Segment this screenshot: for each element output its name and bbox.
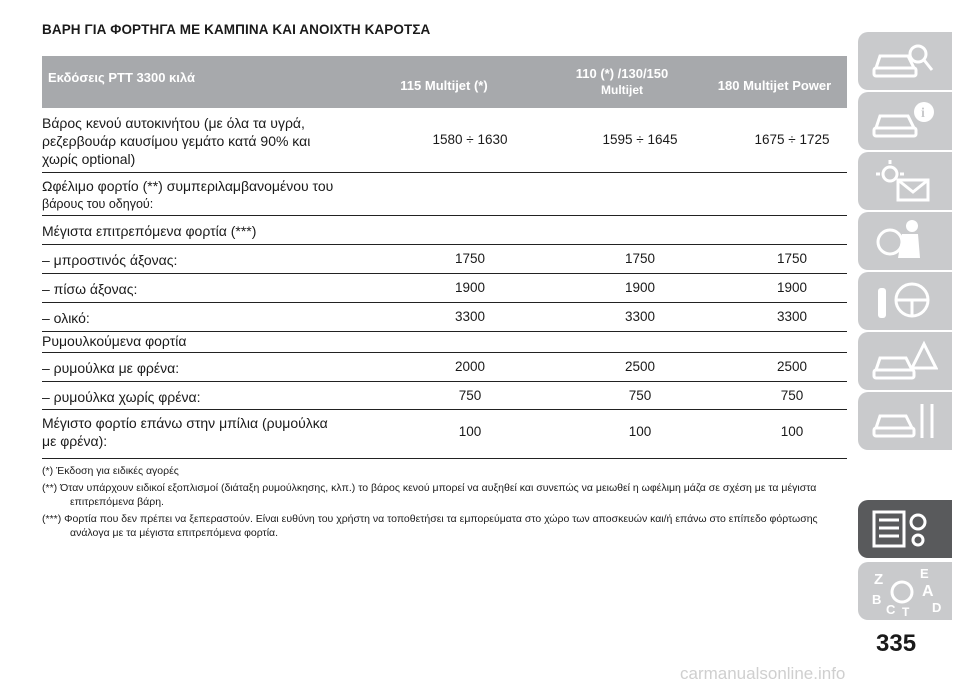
row-label: – πίσω άξονας: [42, 281, 138, 297]
index-letter: Z [874, 571, 884, 588]
cell-value: 1580 ÷ 1630 [432, 132, 508, 147]
cell-value: 1900 [454, 280, 486, 295]
page-number: 335 [876, 630, 917, 657]
row-label: Βάρος κενού αυτοκινήτου (με όλα τα υγρά, ρεζερβουάρ καυσίμου γεμάτο κατά 90% και χωρίς optional) [42, 115, 311, 167]
row-label: – ρυμούλκα χωρίς φρένα: [42, 389, 201, 405]
table-row [42, 382, 847, 410]
cell-value: 1750 [776, 251, 808, 266]
tab-warning-lights[interactable] [858, 152, 952, 210]
tab-car-info[interactable] [858, 92, 952, 150]
table-row [42, 108, 847, 173]
car-tools-icon [868, 398, 938, 444]
header-col-180: 180 Multijet Power [717, 78, 832, 93]
index-letters-icon [868, 568, 948, 618]
header-col-110: 110 (*) /130/150 Multijet [575, 66, 669, 97]
table-row [42, 173, 847, 216]
footnote: (***) Φορτία που δεν πρέπει να ξεπεραστούν. Είναι ευθύνη του χρήστη να τοποθετήσει τα εμπορεύματα στο χώρο των αποσκευών και/ή επάνω στο επίπεδο φόρτωσης ανάλογα με τα μέγιστα επιτρεπόμενα φορτία. [42, 513, 818, 539]
car-search-icon [868, 38, 938, 84]
index-letter: A [922, 583, 934, 600]
tab-emergency[interactable] [858, 332, 952, 390]
cell-value: 100 [458, 424, 482, 439]
row-label: Ρυμουλκούμενα φορτία [42, 333, 187, 349]
table-row [42, 274, 847, 303]
warning-light-mail-icon [868, 158, 938, 204]
table-row [42, 216, 847, 245]
index-letter: T [902, 605, 910, 618]
tab-maintenance[interactable] [858, 392, 952, 450]
cell-value: 100 [780, 424, 804, 439]
index-letter: B [872, 592, 882, 607]
footnotes [42, 464, 847, 540]
cell-value: 3300 [624, 309, 656, 324]
cell-value: 750 [780, 388, 804, 403]
footnote: (**) Όταν υπάρχουν ειδικοί εξοπλισμοί (διάταξη ρυμούλκησης, κλπ.) το βάρος κενού μπορεί να αυξηθεί και συνεπώς να μειωθεί η ωφέλιμη μάζα σε σχέση με τα μέγιστα επιτρεπόμενα βάρη. [42, 482, 817, 508]
car-info-icon [868, 98, 938, 144]
cell-value: 1900 [776, 280, 808, 295]
steering-key-icon [868, 278, 938, 324]
footnote: (*) Έκδοση για ειδικές αγορές [42, 465, 179, 477]
index-letter: E [920, 568, 929, 581]
table-row [42, 353, 847, 382]
row-label: – ρυμούλκα με φρένα: [42, 360, 180, 376]
header-col-115: 115 Multijet (*) [400, 78, 488, 93]
airbag-seat-icon [868, 218, 938, 264]
tab-index[interactable] [858, 562, 952, 620]
row-label: – ολικό: [42, 310, 90, 326]
header-versions: Εκδόσεις PTT 3300 κιλά [48, 70, 195, 85]
table-row [42, 245, 847, 274]
cell-value: 1595 ÷ 1645 [602, 132, 678, 147]
row-label: Ωφέλιμο φορτίο (**) συμπεριλαμβανομένου του βάρους του οδηγού: [42, 178, 334, 211]
cell-value: 2000 [454, 359, 486, 374]
table-row [42, 410, 847, 459]
tab-car-search[interactable] [858, 32, 952, 90]
cell-value: 1675 ÷ 1725 [754, 132, 830, 147]
cell-value: 1900 [624, 280, 656, 295]
row-label: Μέγιστο φορτίο επάνω στην μπίλια (ρυμούλκα με φρένα): [42, 415, 328, 449]
cell-value: 2500 [776, 359, 808, 374]
index-letter: C [886, 602, 896, 617]
row-label: Μέγιστα επιτρεπόμενα φορτία (***) [42, 223, 257, 239]
row-label: – μπροστινός άξονας: [42, 252, 178, 268]
tab-safety[interactable] [858, 212, 952, 270]
cell-value: 2500 [624, 359, 656, 374]
watermark: carmanualsonline.info [680, 664, 846, 683]
table-row [42, 303, 847, 332]
table-header [42, 56, 847, 108]
svg-text:i: i [921, 106, 925, 121]
cell-value: 750 [458, 388, 482, 403]
cell-value: 100 [628, 424, 652, 439]
tab-technical-data[interactable] [858, 500, 952, 558]
tab-starting-driving[interactable] [858, 272, 952, 330]
cell-value: 1750 [624, 251, 656, 266]
index-letter: D [932, 600, 942, 615]
specs-list-gear-icon [868, 506, 938, 552]
cell-value: 750 [628, 388, 652, 403]
table-row [42, 332, 847, 353]
cell-value: 3300 [454, 309, 486, 324]
page-title: ΒΑΡΗ ΓΙΑ ΦΟΡΤΗΓΑ ΜΕ ΚΑΜΠΙΝΑ ΚΑΙ ΑΝΟΙΧΤΗ ΚΑΡΟΤΣΑ [42, 22, 431, 37]
cell-value: 3300 [776, 309, 808, 324]
car-warning-icon [868, 338, 938, 384]
cell-value: 1750 [454, 251, 486, 266]
